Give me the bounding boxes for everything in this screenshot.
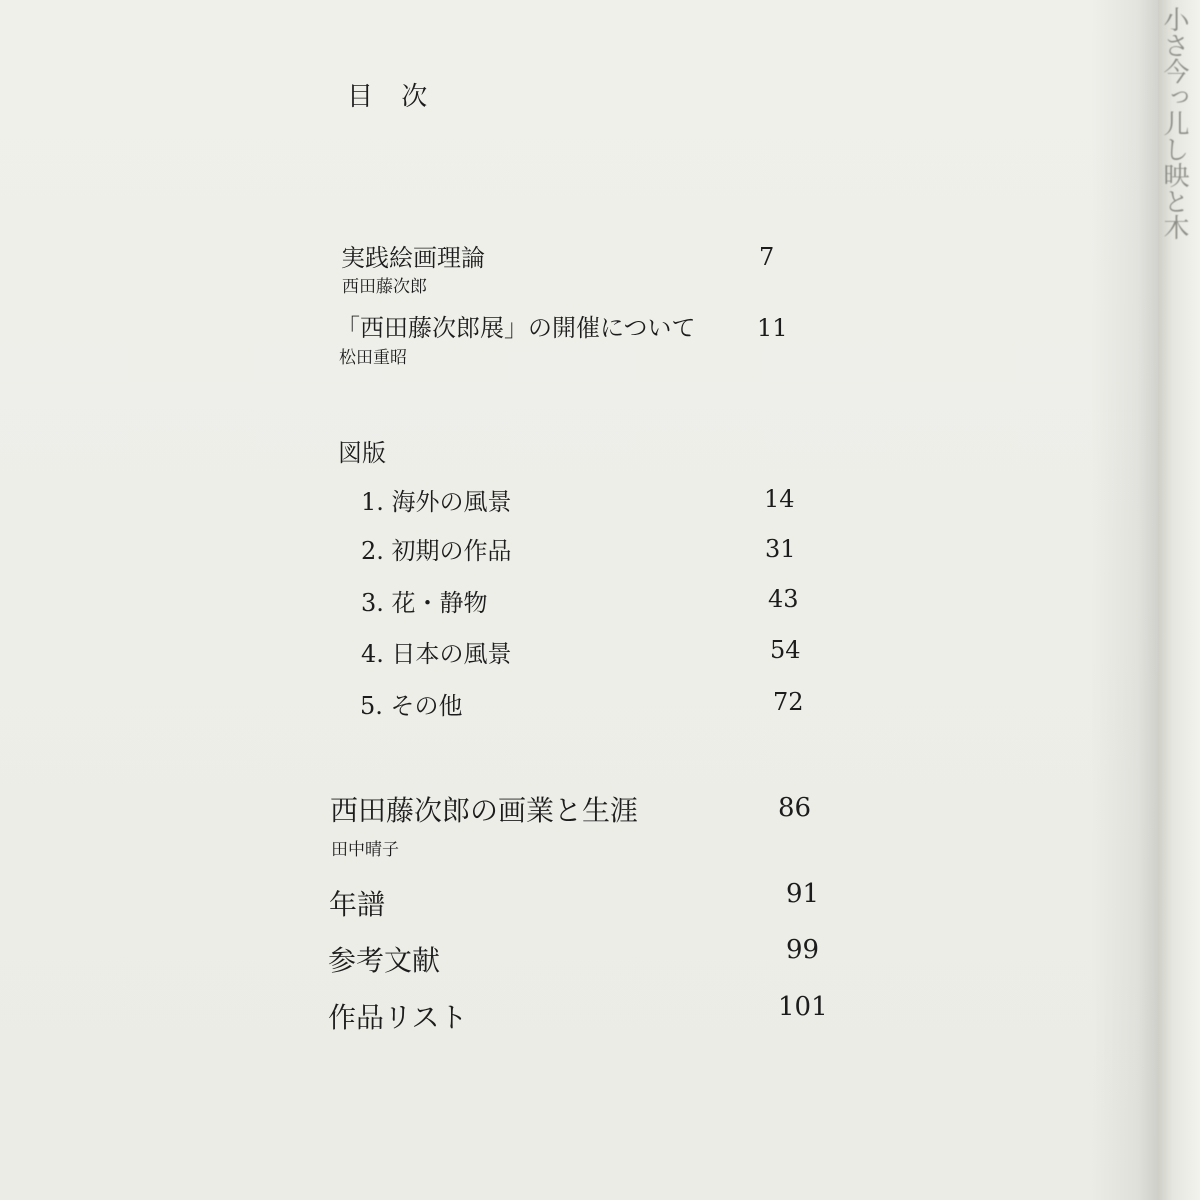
toc-entry-page: 91: [786, 879, 820, 909]
toc-entry-author: 西田藤次郎: [342, 277, 427, 297]
toc-entry-page: 11: [757, 314, 788, 342]
plates-item-page: 43: [768, 585, 799, 613]
toc-entry-page: 101: [778, 992, 828, 1022]
plates-heading: 図版: [338, 439, 386, 467]
facing-page-edge: [1158, 0, 1200, 1200]
toc-entry-author: 松田重昭: [339, 348, 407, 368]
toc-entry-title: 実践絵画理論: [341, 244, 485, 272]
plates-item-page: 72: [773, 688, 804, 716]
plates-item-label: 2. 初期の作品: [361, 537, 512, 565]
toc-entry-page: 86: [778, 793, 812, 823]
toc-entry-title: 参考文献: [328, 944, 441, 977]
facing-page-text-fragment: 小さ今っ儿し映と木: [1159, 6, 1189, 240]
toc-entry-title: 西田藤次郎の画業と生涯: [330, 794, 639, 827]
plates-item-label: 5. その他: [360, 692, 463, 720]
plates-item-label: 4. 日本の風景: [361, 640, 512, 668]
toc-entry-page: 99: [786, 935, 820, 965]
plates-item-page: 14: [764, 485, 795, 513]
toc-entry-page: 7: [759, 243, 775, 271]
plates-item-page: 54: [770, 636, 801, 664]
toc-entry-author: 田中晴子: [331, 840, 399, 860]
toc-heading: 目 次: [347, 82, 438, 112]
plates-item-page: 31: [765, 535, 796, 563]
toc-entry-title: 「西田藤次郎展」の開催について: [336, 314, 696, 342]
plates-item-label: 3. 花・静物: [361, 589, 488, 617]
plates-item-label: 1. 海外の風景: [361, 488, 512, 516]
page-curl-shadow: [1090, 0, 1158, 1200]
toc-entry-title: 年譜: [329, 888, 386, 921]
toc-entry-title: 作品リスト: [328, 1001, 468, 1034]
